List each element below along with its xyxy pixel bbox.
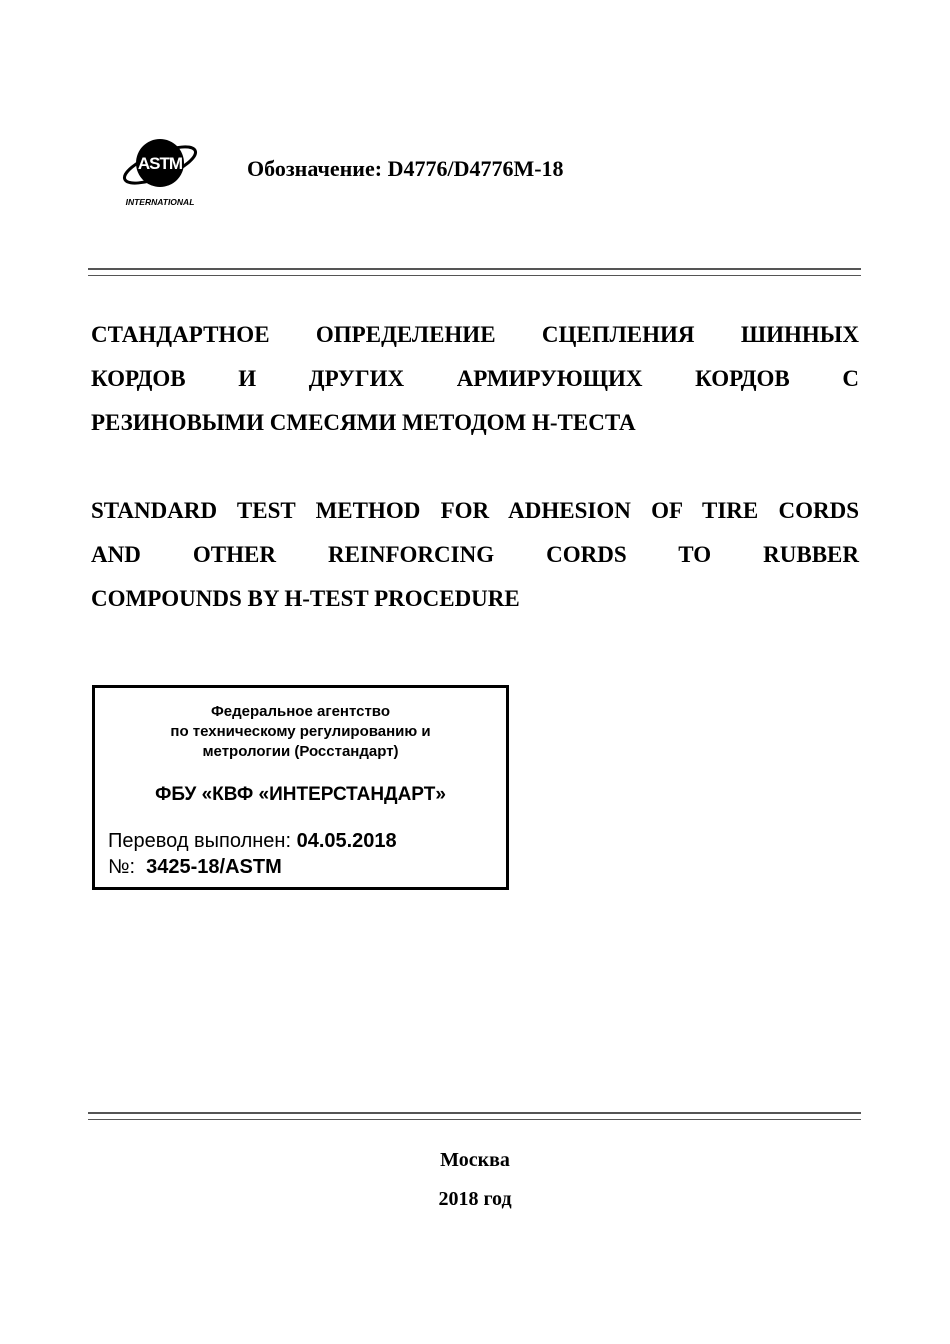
publication-city: Москва — [440, 1149, 510, 1171]
title-english — [91, 489, 859, 621]
agency-line-2: по техническому регулированию и — [170, 723, 431, 740]
agency-line-3: метрологии (Росстандарт) — [202, 743, 399, 760]
translation-number-line — [108, 854, 397, 880]
title-en-line-3: COMPOUNDS BY H-TEST PROCEDURE — [91, 586, 520, 611]
title-en-line-2: AND OTHER REINFORCING CORDS TO RUBBER — [91, 542, 859, 567]
logo-subtext: INTERNATIONAL — [125, 197, 195, 207]
number-value: 3425-18 — [146, 856, 220, 878]
title-russian — [91, 313, 859, 445]
publication-year: 2018 год — [438, 1188, 512, 1210]
top-divider — [88, 268, 861, 276]
astm-logo-icon — [118, 133, 202, 209]
translation-stamp — [92, 685, 509, 890]
bottom-divider — [88, 1112, 861, 1120]
title-ru-line-2: КОРДОВ И ДРУГИХ АРМИРУЮЩИХ КОРДОВ С — [91, 366, 859, 391]
translation-date-line — [108, 828, 397, 854]
number-suffix: /ASTM — [219, 856, 282, 878]
standard-designation: Обозначение: D4776/D4776M-18 — [247, 156, 564, 181]
translation-info — [108, 828, 397, 880]
logo-letters: ASTM — [137, 154, 183, 173]
agency-name — [95, 702, 506, 762]
number-label: №: — [108, 856, 136, 878]
translation-label: Перевод выполнен: — [108, 830, 292, 852]
translation-date: 04.05.2018 — [296, 830, 397, 852]
title-en-line-1: STANDARD TEST METHOD FOR ADHESION OF TIRE CORDS — [91, 498, 859, 523]
organization-name: ФБУ «КВФ «ИНТЕРСТАНДАРТ» — [155, 784, 446, 805]
agency-line-1: Федеральное агентство — [210, 703, 390, 720]
astm-logo — [118, 133, 202, 209]
title-ru-line-1: СТАНДАРТНОЕ ОПРЕДЕЛЕНИЕ СЦЕПЛЕНИЯ ШИННЫХ — [91, 322, 859, 347]
title-ru-line-3: РЕЗИНОВЫМИ СМЕСЯМИ МЕТОДОМ Н-ТЕСТА — [91, 410, 636, 435]
